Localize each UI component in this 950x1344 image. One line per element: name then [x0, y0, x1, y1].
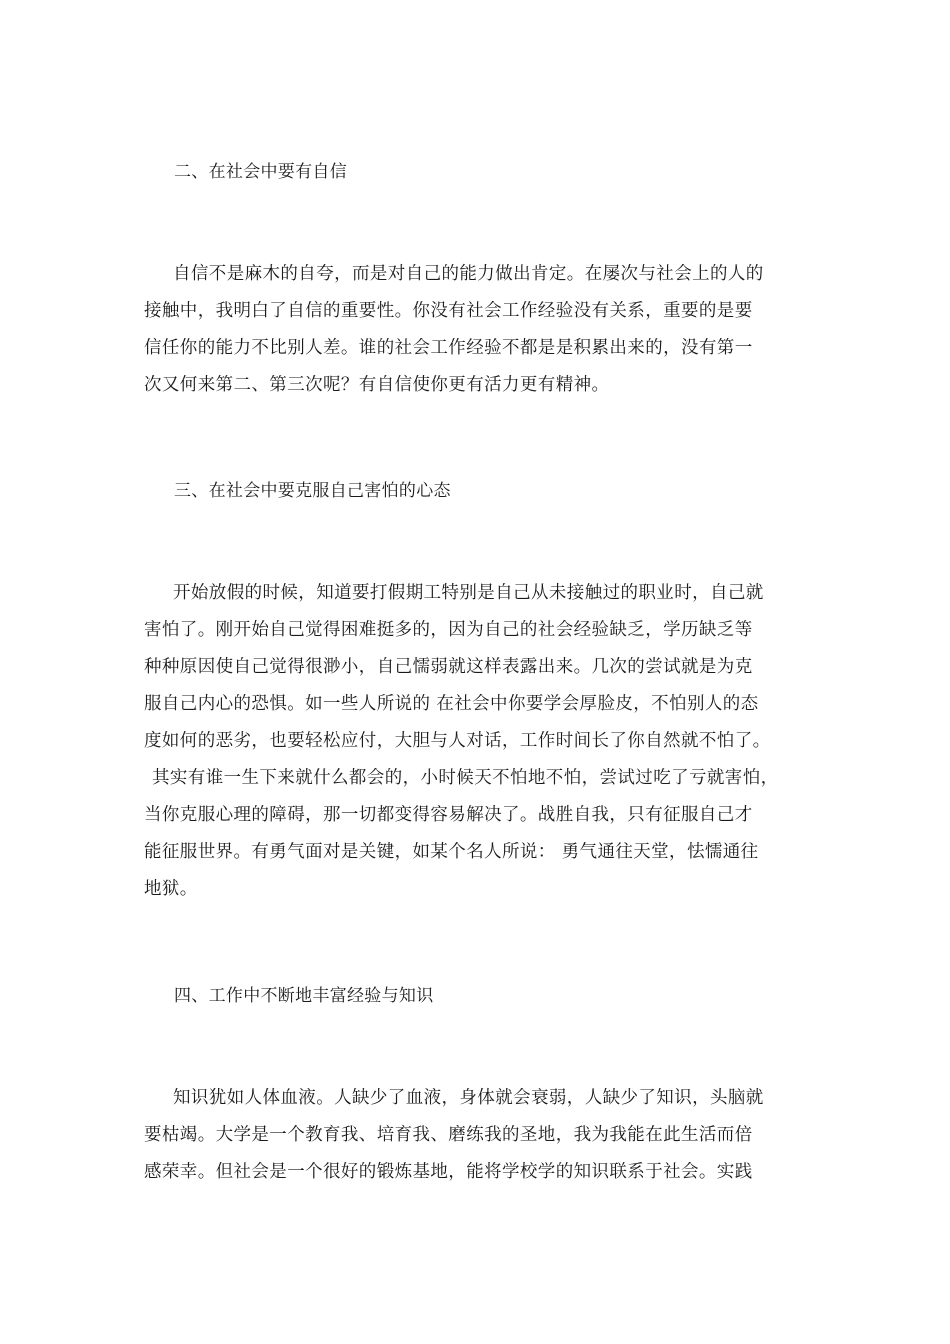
- paragraph-line: 次又何来第二、第三次呢？有自信使你更有活力更有精神。: [144, 375, 610, 395]
- section-heading-4: 四、工作中不断地丰富经验与知识: [174, 986, 434, 1006]
- paragraph-line: 服自己内心的恐惧。如一些人所说的 在社会中你要学会厚脸皮，不怕别人的态: [144, 694, 759, 714]
- paragraph-line: 开始放假的时候，知道要打假期工特别是自己从未接触过的职业时，自己就: [173, 583, 764, 603]
- section-paragraph-2: [144, 256, 814, 404]
- paragraph-line: 接触中，我明白了自信的重要性。你没有社会工作经验没有关系，重要的是要: [144, 301, 753, 321]
- paragraph-line: 害怕了。刚开始自己觉得困难挺多的，因为自己的社会经验缺乏，学历缺乏等: [144, 620, 753, 640]
- section-heading-3: 三、在社会中要克服自己害怕的心态: [174, 481, 451, 501]
- paragraph-line: 信任你的能力不比别人差。谁的社会工作经验不都是是积累出来的，没有第一: [144, 338, 753, 358]
- paragraph-line: 当你克服心理的障碍，那一切都变得容易解决了。战胜自我，只有征服自己才: [144, 805, 753, 825]
- section-paragraph-3: [144, 575, 814, 908]
- paragraph-line: 知识犹如人体血液。人缺少了血液，身体就会衰弱，人缺少了知识，头脑就: [173, 1088, 764, 1108]
- section-paragraph-4: [144, 1080, 814, 1191]
- paragraph-line: 自信不是麻木的自夸，而是对自己的能力做出肯定。在屡次与社会上的人的: [173, 264, 764, 284]
- paragraph-line: 地狱。: [144, 879, 198, 899]
- paragraph-line: 其实有谁一生下来就什么都会的，小时候天不怕地不怕，尝试过吃了亏就害怕，: [152, 768, 779, 788]
- paragraph-line: 度如何的恶劣，也要轻松应付，大胆与人对话，工作时间长了你自然就不怕了。: [144, 731, 771, 751]
- paragraph-line: 要枯竭。大学是一个教育我、培育我、磨练我的圣地，我为我能在此生活而倍: [144, 1125, 753, 1145]
- section-heading-2: 二、在社会中要有自信: [174, 162, 347, 182]
- paragraph-line: 能征服世界。有勇气面对是关键，如某个名人所说： 勇气通往天堂，怯懦通往: [144, 842, 759, 862]
- paragraph-line: 感荣幸。但社会是一个很好的锻炼基地，能将学校学的知识联系于社会。实践: [144, 1162, 753, 1182]
- paragraph-line: 种种原因使自己觉得很渺小，自己懦弱就这样表露出来。几次的尝试就是为克: [144, 657, 753, 677]
